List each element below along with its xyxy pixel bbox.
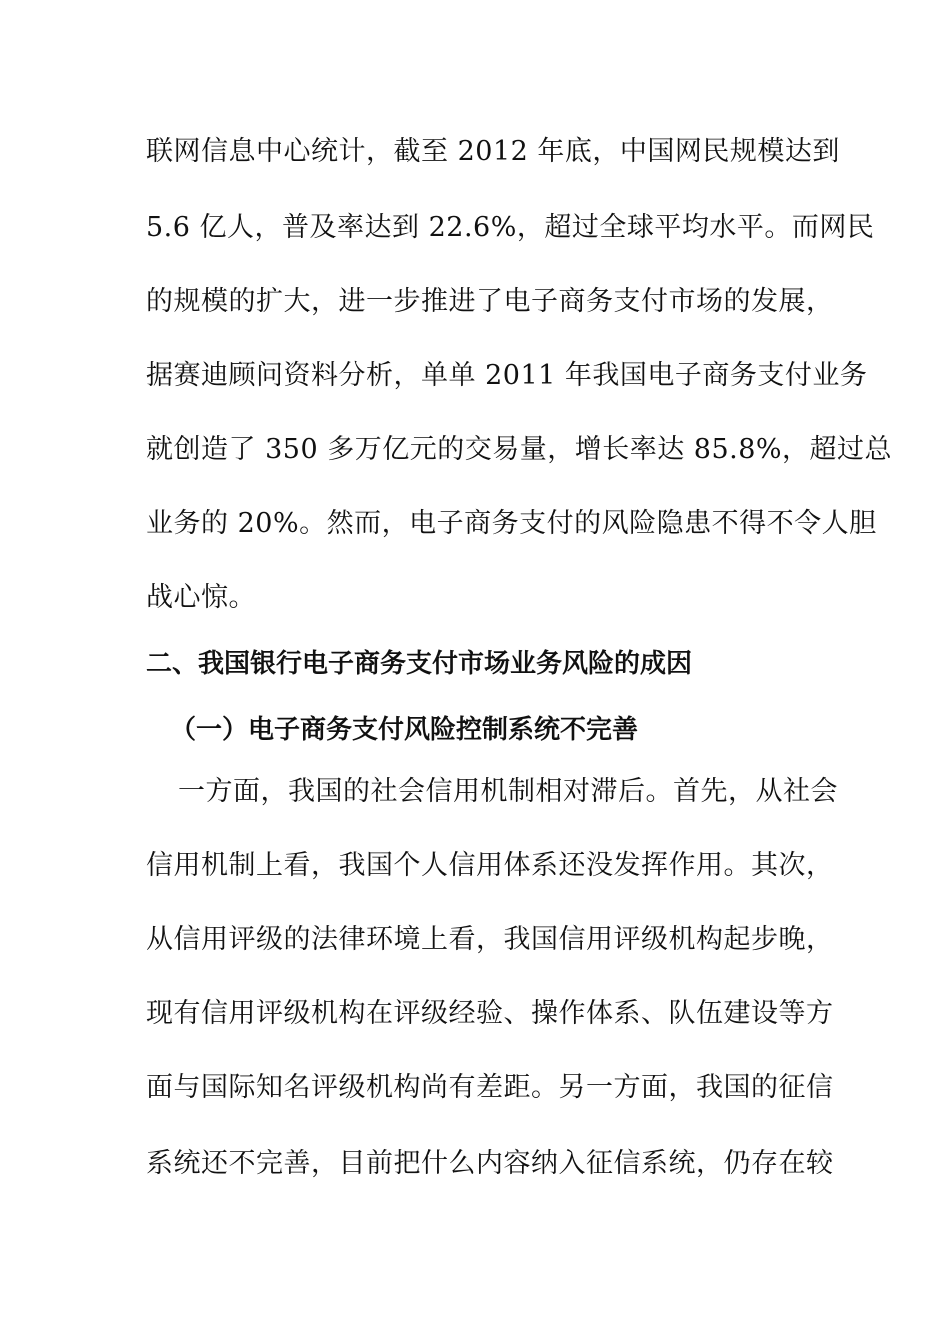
section-heading: 二、我国银行电子商务支付市场业务风险的成因 [146, 649, 693, 679]
text-line: 据赛迪顾问资料分析，单单 2011 年我国电子商务支付业务 [146, 360, 868, 391]
text-line: 信用机制上看，我国个人信用体系还没发挥作用。其次， [146, 850, 834, 881]
text-line: 现有信用评级机构在评级经验、操作体系、队伍建设等方 [146, 998, 834, 1029]
text-line: 从信用评级的法律环境上看，我国信用评级机构起步晚， [146, 924, 834, 955]
text-line: 面与国际知名评级机构尚有差距。另一方面，我国的征信 [146, 1072, 834, 1103]
text-line: 业务的 20%。然而，电子商务支付的风险隐患不得不令人胆 [146, 508, 877, 539]
subsection-heading: （一）电子商务支付风险控制系统不完善 [170, 715, 639, 745]
text-line: 5.6 亿人，普及率达到 22.6%，超过全球平均水平。而网民 [146, 212, 875, 243]
text-line: 的规模的扩大，进一步推进了电子商务支付市场的发展， [146, 286, 834, 317]
text-line: 一方面，我国的社会信用机制相对滞后。首先，从社会 [178, 776, 838, 807]
text-line: 系统还不完善，目前把什么内容纳入征信系统，仍存在较 [146, 1148, 834, 1179]
text-line: 联网信息中心统计，截至 2012 年底，中国网民规模达到 [146, 136, 840, 167]
text-line: 战心惊。 [146, 582, 256, 613]
text-line: 就创造了 350 多万亿元的交易量，增长率达 85.8%，超过总 [146, 434, 893, 465]
